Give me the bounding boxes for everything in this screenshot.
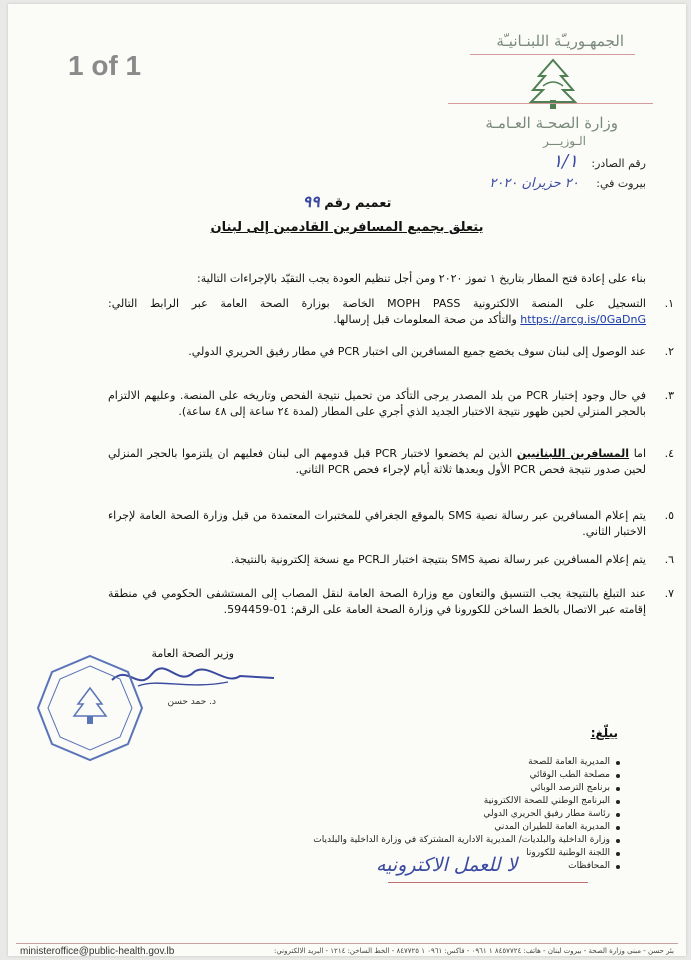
registration-link[interactable]: https://arcg.is/0GaDnG <box>520 313 646 326</box>
reference-line <box>552 151 646 172</box>
measure-text: في حال وجود إختبار PCR من بلد المصدر يرجى التأكد من تحميل نتيجة الفحص وتاريخه على المنصة. وعليهم الالتزام بالحجر المنزلي لحين ظهور نتيجة الاختبار الجديد الذي أجري على المطار (لمدة ٢٤ ساعة إلى ٤٨ ساعة). <box>108 389 646 418</box>
measure-text: عند التبلغ بالنتيجة يجب التنسيق والتعاون مع وزارة الصحة العامة لنقل المصاب إلى المستشفى الحكومي في منطقة إقامته عبر الاتصال بالخط الساخن للكورونا في وزارة الصحة العامة على الرقم: 01-594459. <box>108 587 646 616</box>
page-indicator: 1 of 1 <box>68 50 142 81</box>
copy-item: البرنامج الوطني للصحة الالكترونية <box>240 795 620 808</box>
footer <box>16 943 678 957</box>
letterhead-ministry: وزارة الصحـة العـامـة <box>485 114 618 132</box>
handwritten-note: لا للعمل الاكترونيه <box>376 854 518 876</box>
measure-item-3 <box>108 388 674 420</box>
copy-item: رئاسة مطار رفيق الحريري الدولي <box>240 808 620 821</box>
signature-name: د. حمد حسن <box>167 697 216 707</box>
copy-item: برنامج الترصد الوبائي <box>240 782 620 795</box>
reference-label: رقم الصادر: <box>591 157 646 170</box>
copy-item: المحافظات <box>240 860 620 873</box>
measure-number: ٥. <box>664 509 674 522</box>
date-value: ٢٠ حزيران ٢٠٢٠ <box>489 176 579 191</box>
copies-label <box>591 726 618 740</box>
document-page <box>8 4 686 956</box>
note-underline <box>388 882 588 883</box>
footer-address: بئر حسن - مبنى وزارة الصحة - بيروت لبنان - هاتف: ٨٤٥٧٧٢٤ ١ ٠٩٦١ - فاكس: ٠٩٦١ ١ ٨٤٧٧٢٥ - الخط الساخن: ١٢١٤ - البريد الالكتروني: <box>273 947 674 955</box>
copy-item: مصلحة الطب الوقائي <box>240 769 620 782</box>
footer-email: ministeroffice@public-health.gov.lb <box>20 946 175 957</box>
measure-number: ٢. <box>664 345 674 358</box>
letterhead-minister: الـوزيـــر <box>542 134 586 148</box>
circular-subject <box>8 220 686 235</box>
measure-emphasis: المسافرين اللبنانيين <box>516 447 630 460</box>
measure-text: اما <box>629 447 647 460</box>
measure-text: عند الوصول إلى لبنان سوف يخضع جميع المسافرين الى اختبار PCR في مطار رفيق الحريري الدولي. <box>188 345 646 358</box>
measure-text-end: والتأكد من صحة المعلومات قبل إرسالها. <box>333 313 521 326</box>
circular-number: ٩٩ <box>302 192 320 211</box>
measure-number: ٧. <box>664 587 674 600</box>
letterhead-rule-top <box>470 54 635 55</box>
letterhead-republic: الجمهـوريـّة اللبنـانيـّة <box>496 32 624 50</box>
circular-subject-text: يتعلق بجميع المسافرين القادمين إلى لبنان <box>210 220 484 235</box>
reference-number: ١/١ <box>552 151 578 172</box>
signature-title: وزير الصحة العامة <box>151 647 234 660</box>
measure-number: ٣. <box>664 389 674 402</box>
intro-paragraph: بناء على إعادة فتح المطار بتاريخ ١ تموز ٢٠٢٠ ومن أجل تنظيم العودة يجب التقيّد بالإجراءات التالية: <box>197 272 646 285</box>
measure-text: يتم إعلام المسافرين عبر رسالة نصية SMS بالموقع الجغرافي للمختبرات المعتمدة من قبل وزارة الصحة العامة لإجراء الاختبار الثاني. <box>108 509 646 538</box>
measure-item-7 <box>108 586 674 618</box>
circular-title-label: تعميم رقم <box>324 196 392 211</box>
measure-text: يتم إعلام المسافرين عبر رسالة نصية SMS بنتيجة اختبار الـPCR مع نسخة إلكترونية بالنتيجة. <box>230 553 646 566</box>
copy-item: المديرية العامة للصحة <box>240 756 620 769</box>
ministry-seal-icon <box>34 652 146 764</box>
copies-label-text: يبلّغ: <box>590 726 618 740</box>
measure-item-2 <box>108 344 674 360</box>
measure-text-end: الذين لم يخضعوا لاختبار PCR قبل قدومهم الى لبنان فعليهم ان يلتزموا بالحجر المنزلي لحين صدور نتيجة فحص PCR الأول وبعدها ثلاثة أيام لإجراء فحص PCR الثاني. <box>108 447 646 476</box>
measure-item-4 <box>108 446 674 478</box>
copy-item: المديرية العامة للطيران المدني <box>240 821 620 834</box>
measure-item-5 <box>108 508 674 540</box>
measure-item-6 <box>108 552 674 568</box>
measure-text: التسجيل على المنصة الالكترونية MOPH PASS الخاصة بوزارة الصحة العامة عبر الرابط التالي: <box>108 297 646 310</box>
measure-number: ١. <box>664 297 674 310</box>
date-line <box>489 176 646 191</box>
measure-number: ٤. <box>664 447 674 460</box>
measure-number: ٦. <box>664 553 674 566</box>
letterhead-rule-mid <box>448 103 653 104</box>
copy-item: اللجنة الوطنية للكورونا <box>240 847 620 860</box>
copy-item: وزارة الداخلية والبلديات/ المديرية الادارية المشتركة في وزارة الداخلية والبلديات <box>240 834 620 847</box>
place-label: بيروت في: <box>596 177 646 190</box>
measure-item-1 <box>108 296 674 328</box>
circular-title <box>8 192 686 211</box>
